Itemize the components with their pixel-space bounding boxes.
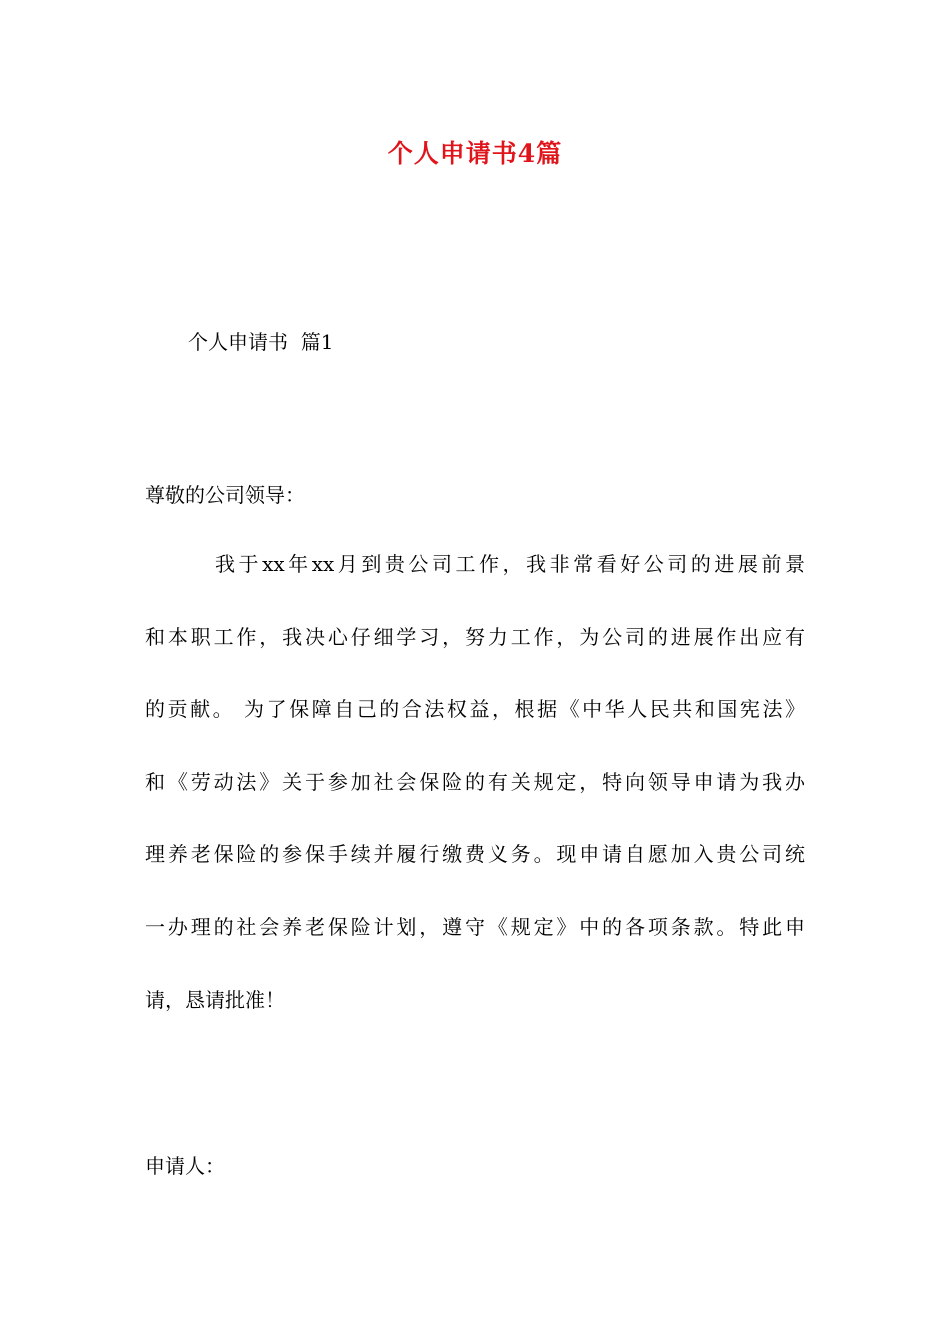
body-paragraph <box>145 546 805 1054</box>
signature-label: 申请人： <box>145 1154 225 1178</box>
salutation: 尊敬的公司领导： <box>145 483 305 507</box>
body-line: 的贡献。 为了保障自己的合法权益，根据《中华人民共和国宪法》 <box>145 697 805 722</box>
body-line: 请，恳请批准！ <box>145 987 285 1012</box>
body-line: 和《劳动法》关于参加社会保险的有关规定，特向领导申请为我办 <box>145 769 805 794</box>
document-title: 个人申请书4篇 <box>387 139 563 168</box>
body-line: 理养老保险的参保手续并履行缴费义务。现申请自愿加入贵公司统 <box>145 842 805 867</box>
section-heading: 个人申请书 篇1 <box>188 330 334 354</box>
body-line: 和本职工作，我决心仔细学习，努力工作，为公司的进展作出应有 <box>145 624 805 649</box>
body-line: 我于xx年xx月到贵公司工作，我非常看好公司的进展前景 <box>215 552 805 576</box>
body-line: 一办理的社会养老保险计划，遵守《规定》中的各项条款。特此申 <box>145 914 805 939</box>
